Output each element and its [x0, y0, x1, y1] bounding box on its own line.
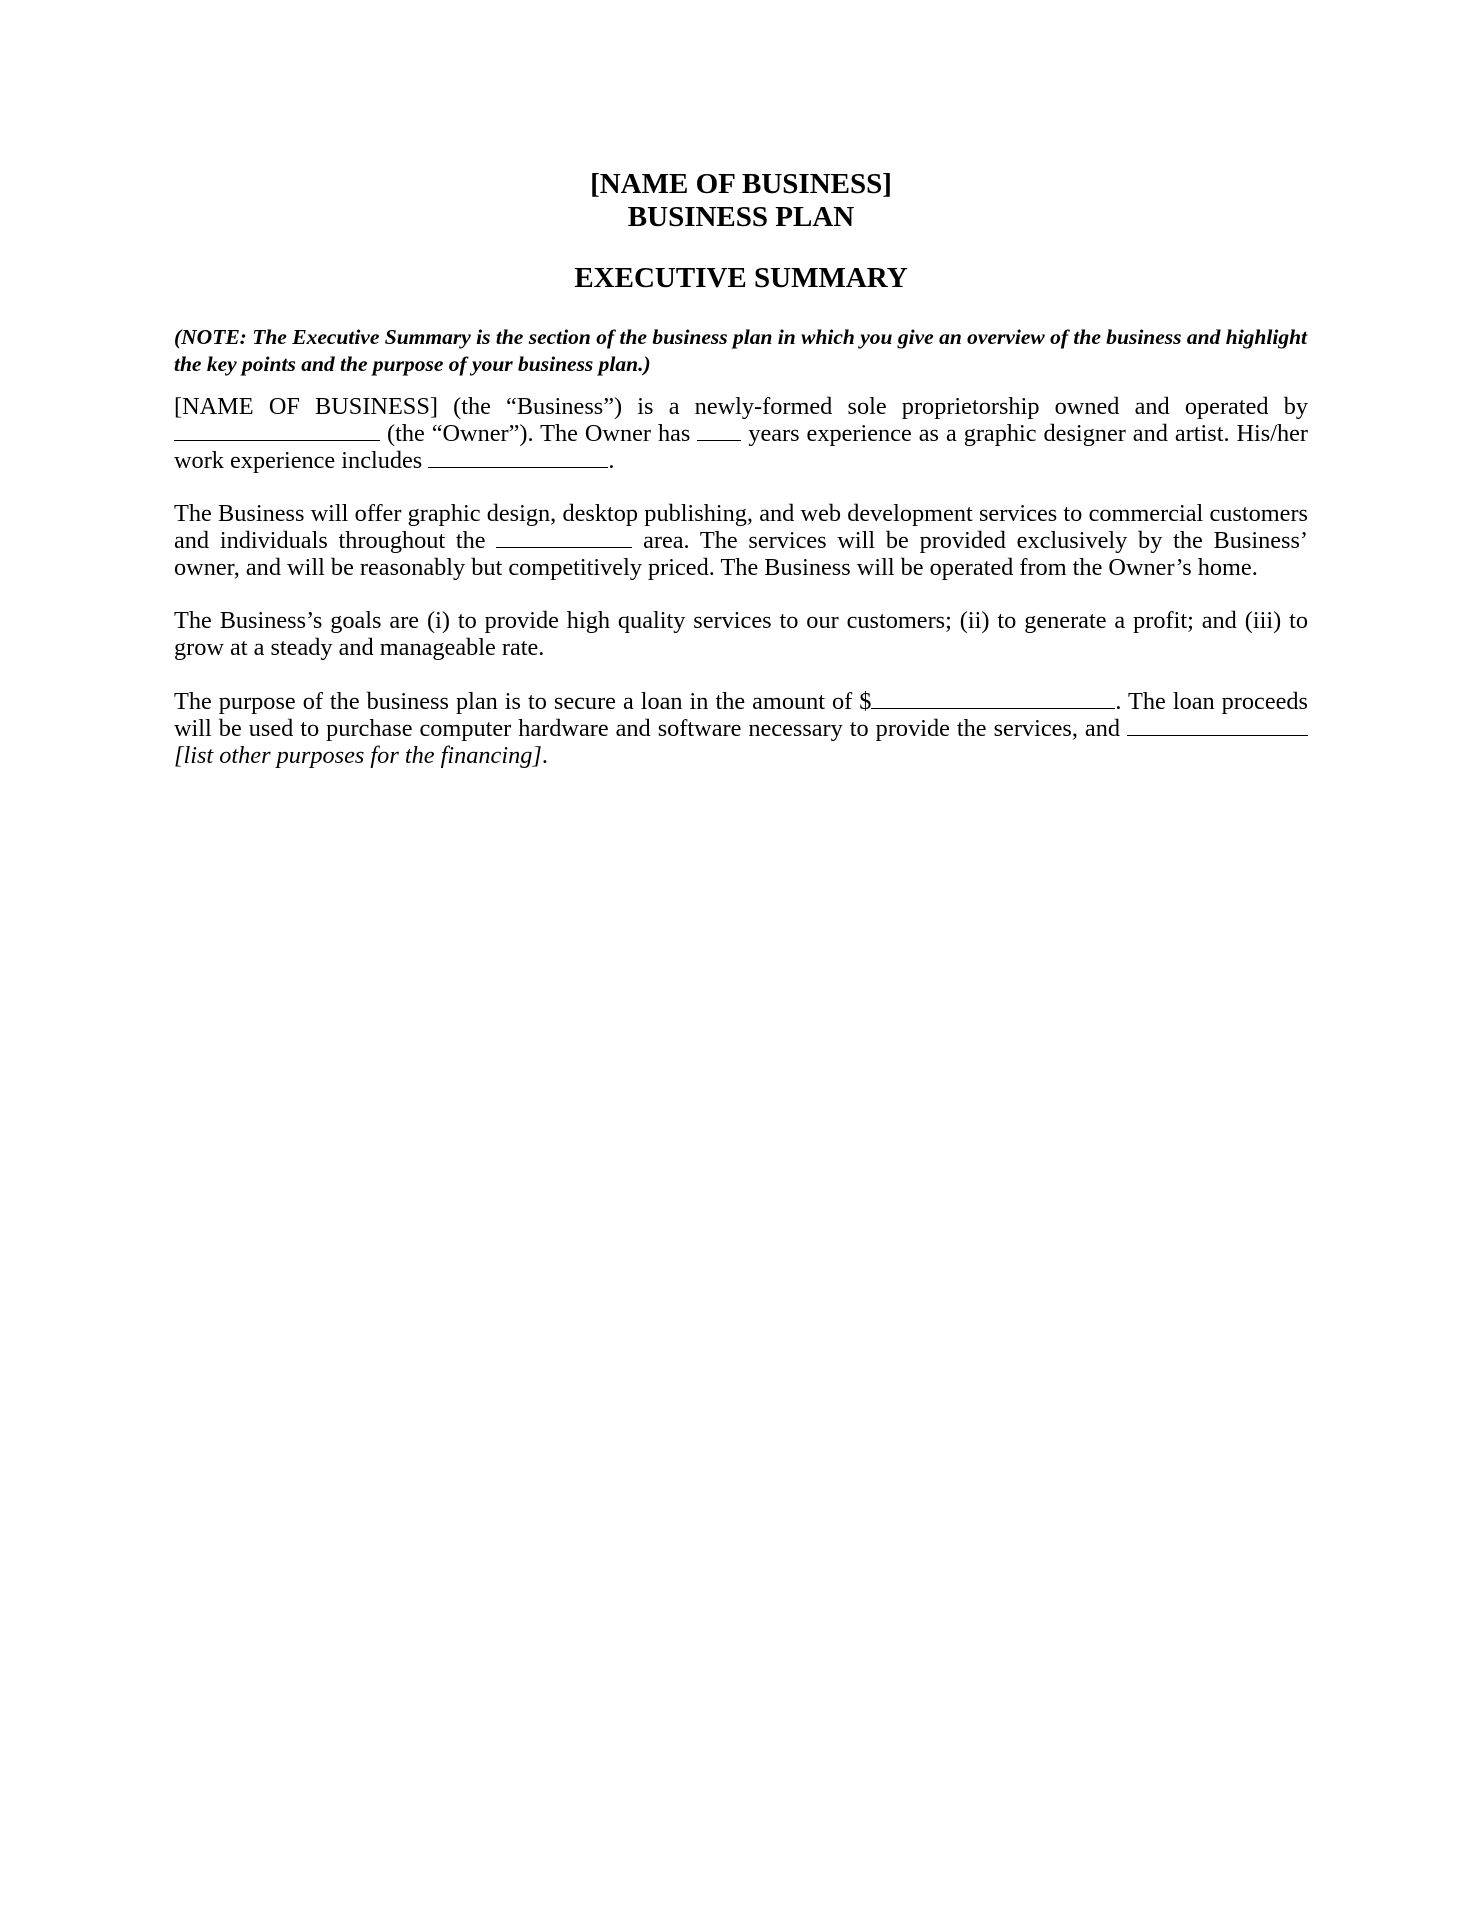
owner-name-blank [174, 420, 380, 441]
title-business-name: [NAME OF BUSINESS] [590, 168, 892, 200]
loan-amount-blank [871, 688, 1115, 709]
other-purposes-blank [1127, 715, 1308, 736]
para2-text-2: area. The services will be provided exclusively by the Business’ owner, and will be reasonably but competitively priced. The Business will be operated from the Owner’s home. [174, 527, 1308, 581]
para4-text-4: . [541, 742, 548, 769]
work-experience-blank [428, 447, 608, 468]
para1-text-4: . [608, 447, 615, 474]
instruction-note: (NOTE: The Executive Summary is the section of the business plan in which you give an overview of the business and highlight the key points and the purpose of your business plan.) [174, 325, 1308, 376]
document-title [174, 168, 1308, 234]
para1-text-3: years experience as a graphic designer and artist. His/her work experience includes [174, 420, 1309, 474]
para2-text-1: The Business will offer graphic design, desktop publishing, and web development services to commercial customers and individuals throughout the [174, 500, 1308, 554]
para4-text-2: . The loan proceeds will be used to purchase computer hardware and software necessary to provide the services, and [174, 688, 1309, 742]
para1-text-1: [NAME OF BUSINESS] (the “Business”) is a newly-formed sole proprietorship owned and operated by [174, 393, 1308, 420]
paragraph-services [174, 500, 1308, 581]
title-business-plan: BUSINESS PLAN [627, 201, 855, 233]
paragraph-purpose [174, 688, 1308, 769]
document-page [174, 168, 1308, 769]
para4-text-1: The purpose of the business plan is to secure a loan in the amount of $ [174, 688, 872, 715]
paragraph-ownership [174, 393, 1308, 474]
years-blank [697, 420, 741, 441]
paragraph-goals: The Business’s goals are (i) to provide high quality services to our customers; (ii) to generate a profit; and (iii) to grow at a steady and manageable rate. [174, 607, 1308, 661]
other-purposes-instruction: [list other purposes for the financing] [174, 742, 542, 769]
area-blank [496, 527, 632, 548]
section-heading: EXECUTIVE SUMMARY [574, 262, 908, 294]
para1-text-2: (the “Owner”). The Owner has [386, 420, 691, 447]
